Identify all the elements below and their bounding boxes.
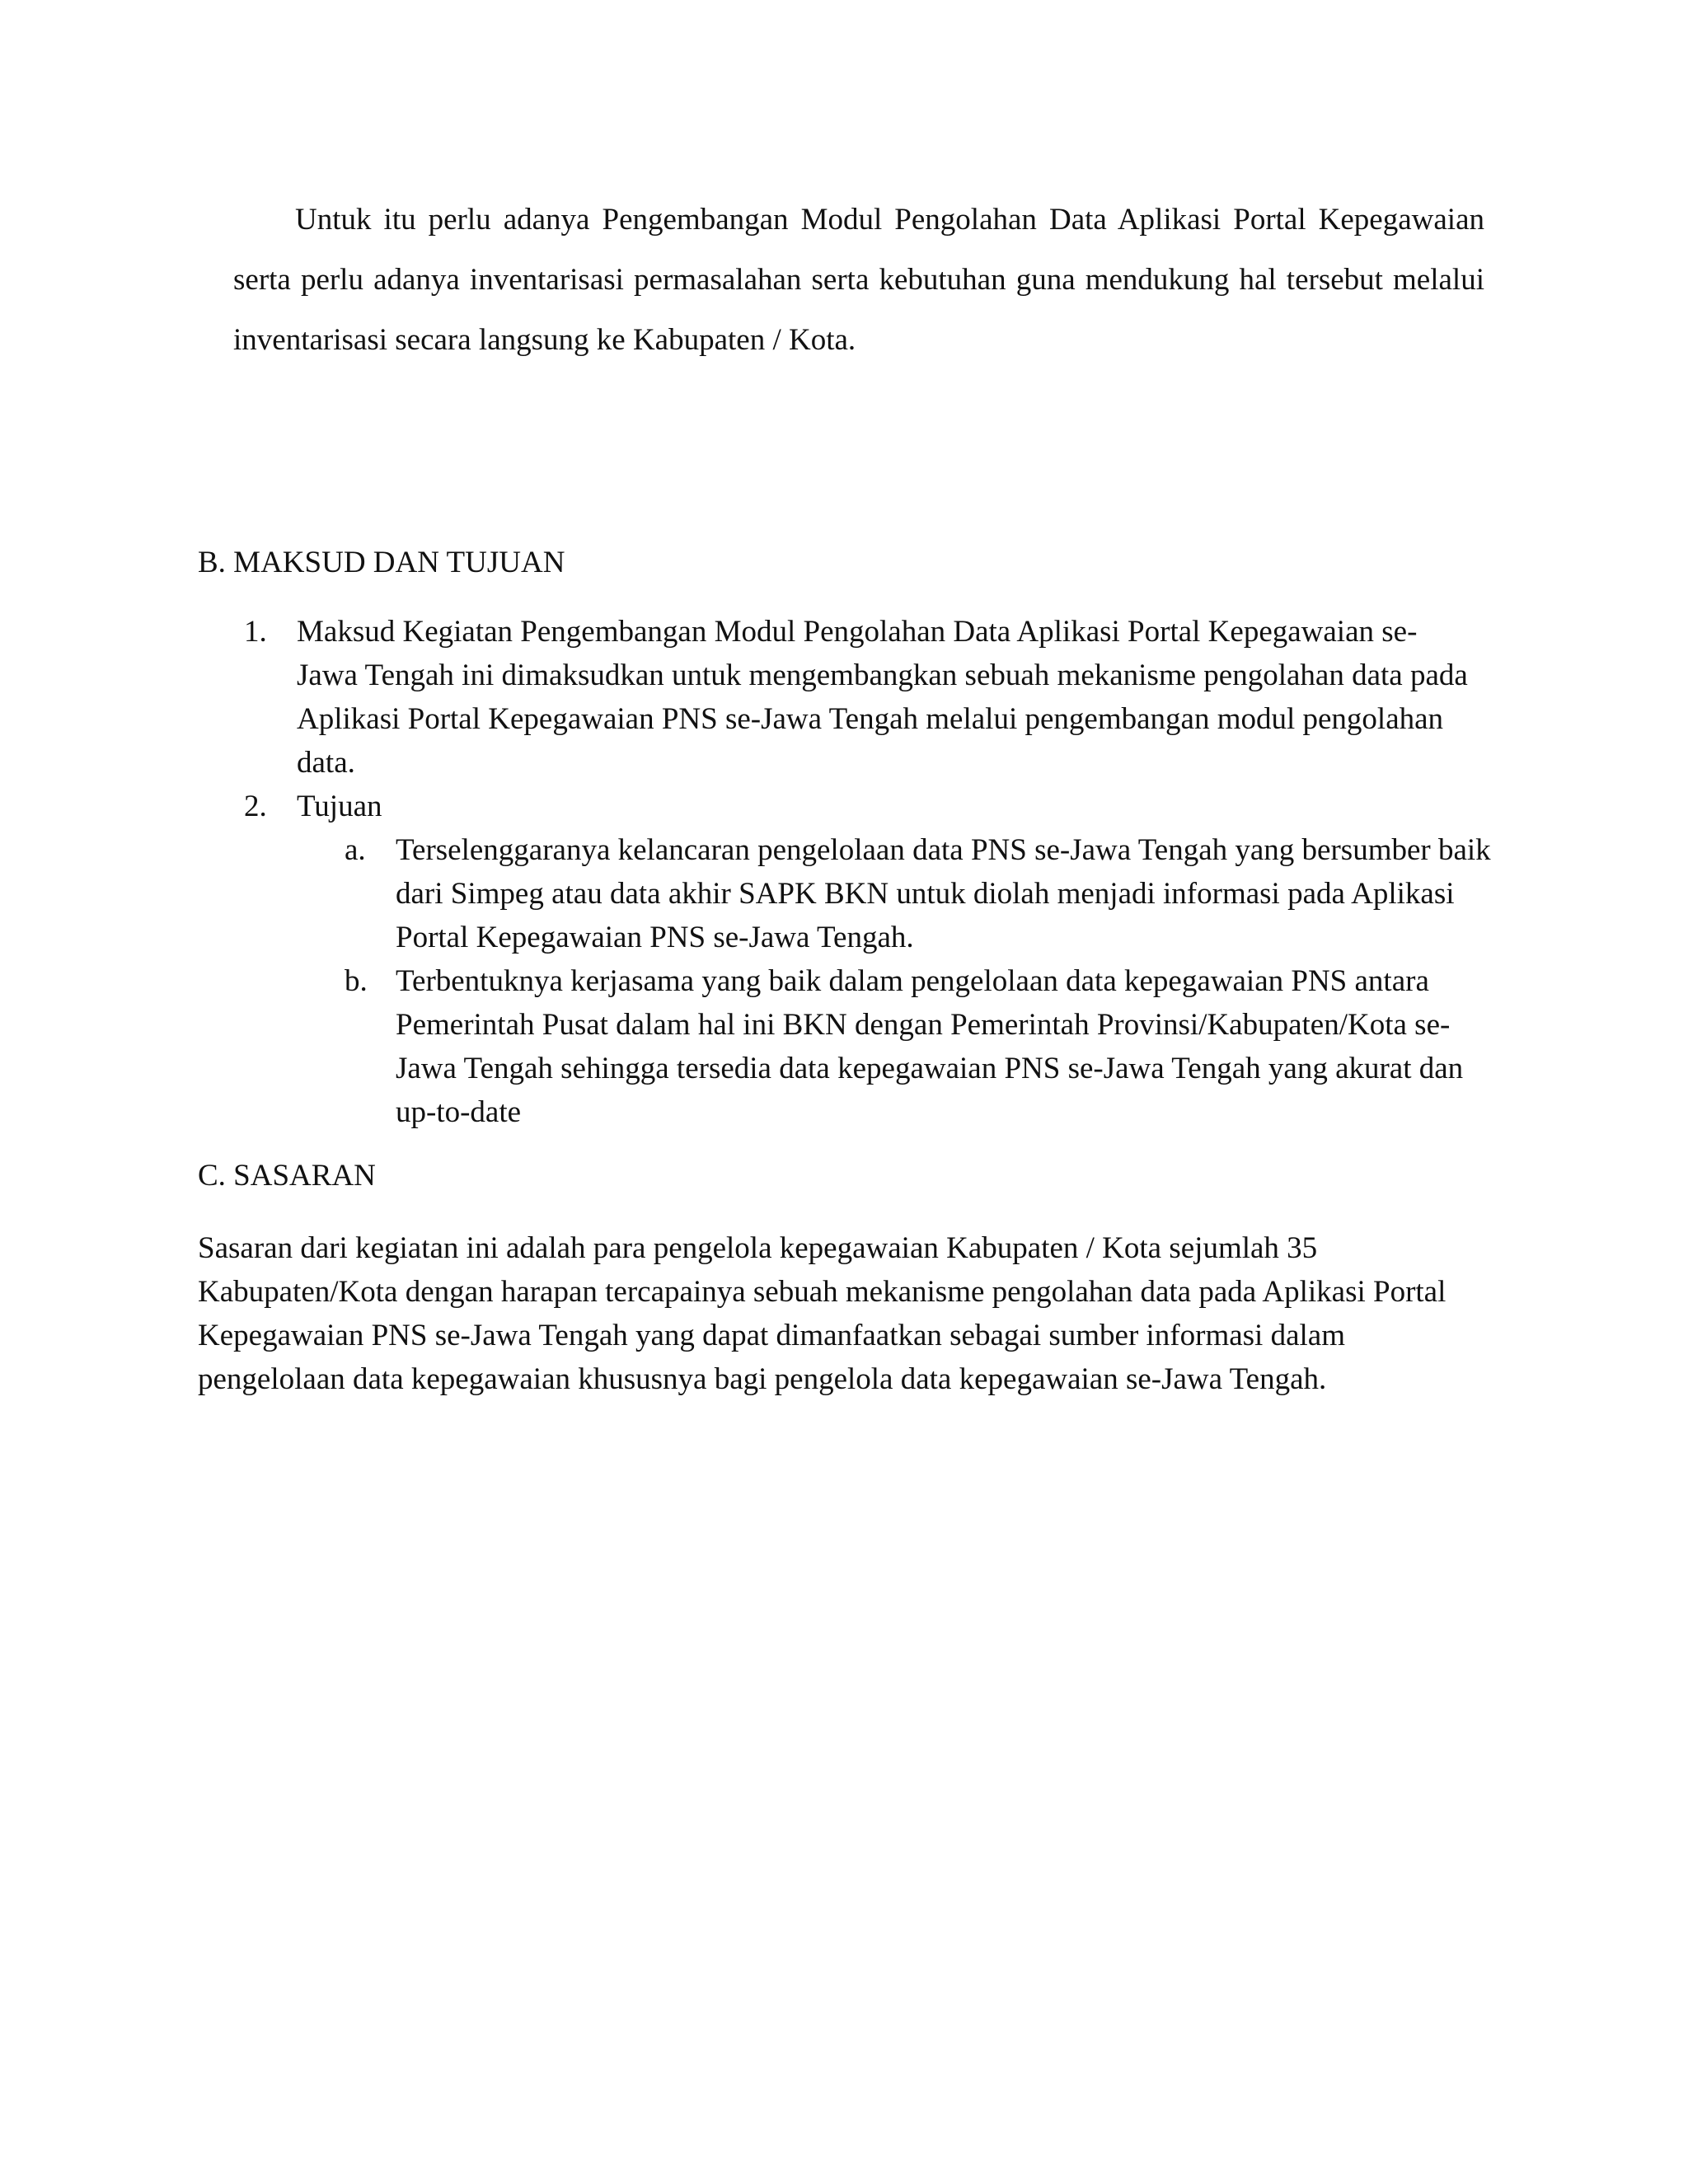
list-item-2 [198,785,1491,1134]
intro-paragraph: Untuk itu perlu adanya Pengembangan Modul Pengolahan Data Aplikasi Portal Kepegawaian serta perlu adanya inventarisasi permasalahan serta kebutuhan guna mendukung hal tersebut melalui inventarisasi secara langsung ke Kabupaten / Kota. [233,203,1484,357]
sasaran-paragraph: Sasaran dari kegiatan ini adalah para pengelola kepegawaian Kabupaten / Kota sejumlah 35 Kabupaten/Kota dengan harapan tercapainya sebuah mekanisme pengolahan data pada Aplikasi Portal Kepegawaian PNS se-Jawa Tengah yang dapat dimanfaatkan sebagai sumber informasi dalam pengelolaan data kepegawaian khususnya bagi pengelola data kepegawaian se-Jawa Tengah. [198,1231,1447,1396]
sublist-item-a [297,828,1492,959]
section-b-heading: B. MAKSUD DAN TUJUAN [198,546,565,579]
sublist-item-text: Terbentuknya kerjasama yang baik dalam pengelolaan data kepegawaian PNS antara Pemerintah Pusat dalam hal ini BKN dengan Pemerintah Provinsi/Kabupaten/Kota se-Jawa Tengah sehingga tersedia data kepegawaian PNS se-Jawa Tengah yang akurat dan up-to-date [396,964,1464,1129]
tujuan-sublist [297,828,1491,1134]
list-item-1 [198,610,1484,785]
sublist-letter: a. [345,833,366,867]
list-item-text: Tujuan [297,790,382,823]
section-c-heading: C. SASARAN [198,1159,376,1193]
list-number: 1. [244,615,267,649]
list-number: 2. [244,790,267,823]
list-item-text: Maksud Kegiatan Pengembangan Modul Pengolahan Data Aplikasi Portal Kepegawaian se-Jawa Tengah ini dimaksudkan untuk mengembangkan sebuah mekanisme pengolahan data pada Aplikasi Portal Kepegawaian PNS se-Jawa Tengah melalui pengembangan modul pengolahan data. [297,615,1468,780]
sublist-item-b [297,959,1492,1134]
sublist-item-text: Terselenggaranya kelancaran pengelolaan data PNS se-Jawa Tengah yang bersumber baik dari Simpeg atau data akhir SAPK BKN untuk diolah menjadi informasi pada Aplikasi Portal Kepegawaian PNS se-Jawa Tengah. [396,833,1491,954]
sublist-letter: b. [345,964,368,998]
maksud-tujuan-list [198,610,1491,1134]
